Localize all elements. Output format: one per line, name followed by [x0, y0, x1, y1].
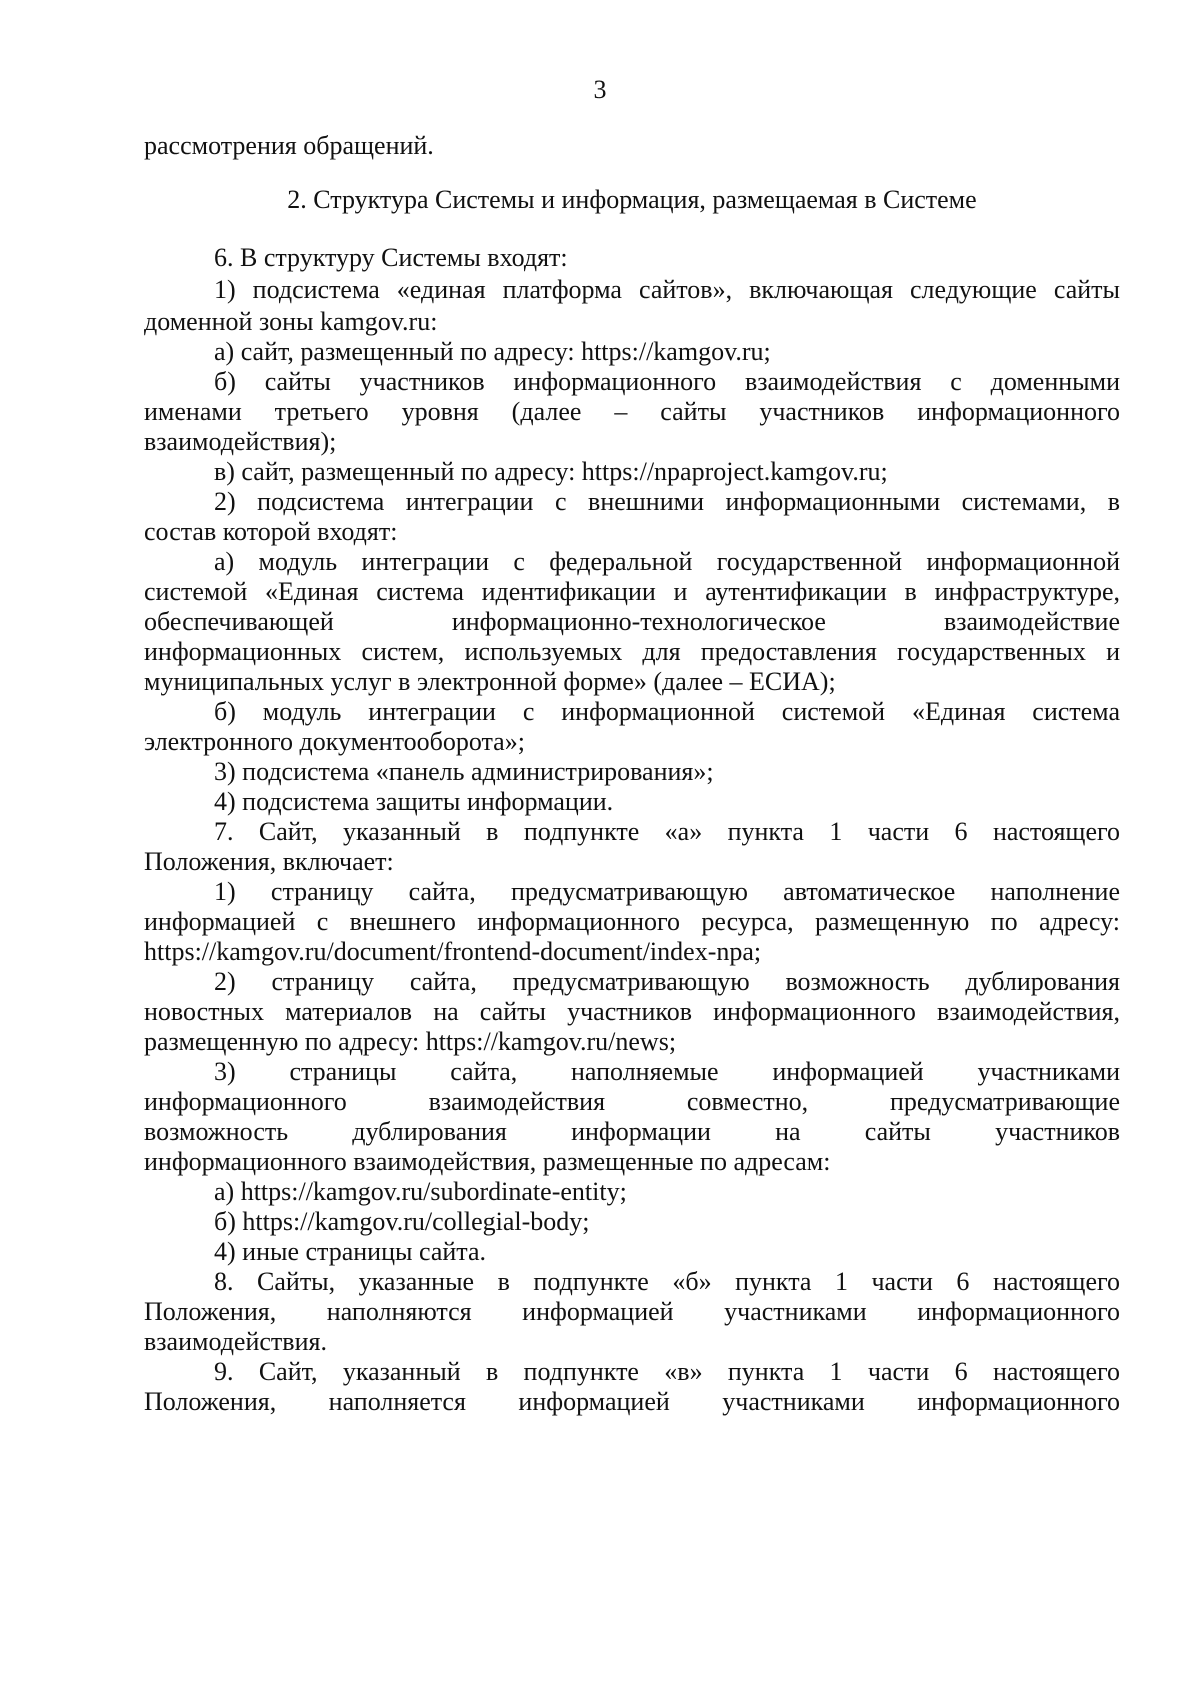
section-heading: 2. Структура Системы и информация, размещаемая в Системе — [287, 185, 977, 214]
paragraph-line: доменной зоны kamgov.ru: — [144, 307, 438, 336]
paragraph-line: размещенную по адресу: https://kamgov.ru/news; — [144, 1027, 677, 1056]
paragraph-line: в) сайт, размещенный по адресу: https://npaproject.kamgov.ru; — [214, 457, 888, 486]
page-number: 3 — [593, 75, 607, 104]
paragraph-line: взаимодействия. — [144, 1327, 327, 1356]
paragraph-line: Положения, наполняются информацией участниками информационного — [144, 1297, 1120, 1326]
paragraph-line: https://kamgov.ru/document/frontend-document/index-npa; — [144, 937, 762, 966]
paragraph-line: информацией с внешнего информационного ресурса, размещенную по адресу: — [144, 907, 1120, 936]
paragraph-line: Положения, наполняется информацией участниками информационного — [144, 1387, 1120, 1416]
paragraph-line: информационных систем, используемых для предоставления государственных и — [144, 637, 1120, 666]
paragraph-line: рассмотрения обращений. — [144, 131, 434, 160]
paragraph-line: 1) страницу сайта, предусматривающую автоматическое наполнение — [214, 877, 1120, 906]
paragraph-line: 2) страницу сайта, предусматривающую возможность дублирования — [214, 967, 1120, 996]
paragraph-line: системой «Единая система идентификации и аутентификации в инфраструктуре, — [144, 577, 1120, 606]
paragraph-line: информационного взаимодействия совместно, предусматривающие — [144, 1087, 1120, 1116]
paragraph-line: 2) подсистема интеграции с внешними информационными системами, в — [214, 487, 1120, 516]
paragraph-line: 3) страницы сайта, наполняемые информацией участниками — [214, 1057, 1120, 1086]
paragraph-line: новостных материалов на сайты участников информационного взаимодействия, — [144, 997, 1120, 1026]
paragraph-line: возможность дублирования информации на сайты участников — [144, 1117, 1120, 1146]
paragraph-line: состав которой входят: — [144, 517, 398, 546]
paragraph-line: именами третьего уровня (далее – сайты участников информационного — [144, 397, 1120, 426]
paragraph-line: обеспечивающей информационно-технологическое взаимодействие — [144, 607, 1120, 636]
paragraph-line: а) модуль интеграции с федеральной государственной информационной — [214, 547, 1120, 576]
paragraph-line: а) сайт, размещенный по адресу: https://kamgov.ru; — [214, 337, 771, 366]
paragraph-line: Положения, включает: — [144, 847, 394, 876]
paragraph-line: информационного взаимодействия, размещенные по адресам: — [144, 1147, 831, 1176]
paragraph-line: б) сайты участников информационного взаимодействия с доменными — [214, 367, 1120, 396]
paragraph-line: муниципальных услуг в электронной форме» (далее – ЕСИА); — [144, 667, 836, 696]
paragraph-line: а) https://kamgov.ru/subordinate-entity; — [214, 1177, 627, 1206]
paragraph-line: 4) иные страницы сайта. — [214, 1237, 486, 1266]
paragraph-line: б) модуль интеграции с информационной системой «Единая система — [214, 697, 1120, 726]
paragraph-line: 1) подсистема «единая платформа сайтов», включающая следующие сайты — [214, 275, 1120, 304]
paragraph-line: б) https://kamgov.ru/collegial-body; — [214, 1207, 590, 1236]
paragraph-line: 3) подсистема «панель администрирования»; — [214, 757, 714, 786]
paragraph-line: 9. Сайт, указанный в подпункте «в» пункта 1 части 6 настоящего — [214, 1357, 1120, 1386]
paragraph-line: взаимодействия); — [144, 427, 337, 456]
paragraph-line: 6. В структуру Системы входят: — [214, 243, 568, 272]
paragraph-line: электронного документооборота»; — [144, 727, 525, 756]
paragraph-line: 4) подсистема защиты информации. — [214, 787, 614, 816]
paragraph-line: 7. Сайт, указанный в подпункте «а» пункта 1 части 6 настоящего — [214, 817, 1120, 846]
paragraph-line: 8. Сайты, указанные в подпункте «б» пункта 1 части 6 настоящего — [214, 1267, 1120, 1296]
